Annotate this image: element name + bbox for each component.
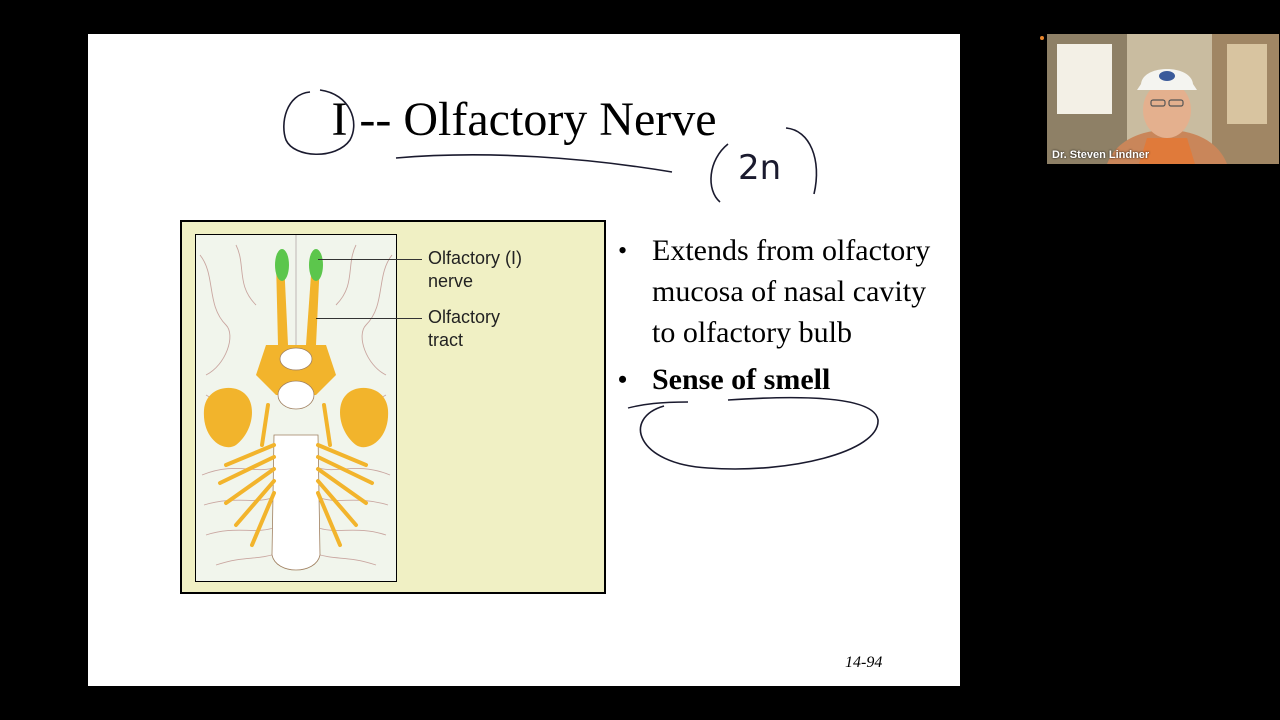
label-nerve-line1: Olfactory (I) — [428, 248, 523, 268]
recording-indicator-icon — [1040, 36, 1044, 40]
tract-leader-line — [316, 318, 422, 319]
nerve-leader-line — [318, 259, 422, 260]
label-olfactory-nerve — [428, 247, 522, 293]
bullet-text: Extends from olfactory mucosa of nasal cavity to olfactory bulb — [652, 234, 931, 349]
slide-number: 14-94 — [845, 654, 883, 671]
webcam-feed — [1047, 34, 1279, 164]
label-tract-line2: tract — [428, 330, 464, 350]
handwritten-2n: 2n — [738, 148, 782, 188]
slide-title: I -- Olfactory Nerve — [331, 93, 717, 146]
label-olfactory-tract — [428, 306, 500, 352]
bullet-item — [618, 359, 948, 400]
brain-illustration — [195, 234, 397, 582]
bullet-item — [618, 230, 948, 353]
brain-figure — [180, 220, 606, 594]
participant-name: Dr. Steven Lindner — [1052, 149, 1150, 161]
bullet-text: Sense of smell — [652, 363, 831, 396]
slide — [88, 34, 960, 686]
label-tract-line1: Olfactory — [428, 307, 501, 327]
circle-around-sense-of-smell — [640, 398, 878, 469]
participant-video-tile[interactable] — [1047, 34, 1279, 164]
bullet-list — [618, 230, 948, 400]
label-nerve-line2: nerve — [428, 271, 474, 291]
bullet-marker: • — [618, 365, 628, 394]
bullet-marker: • — [618, 236, 628, 265]
